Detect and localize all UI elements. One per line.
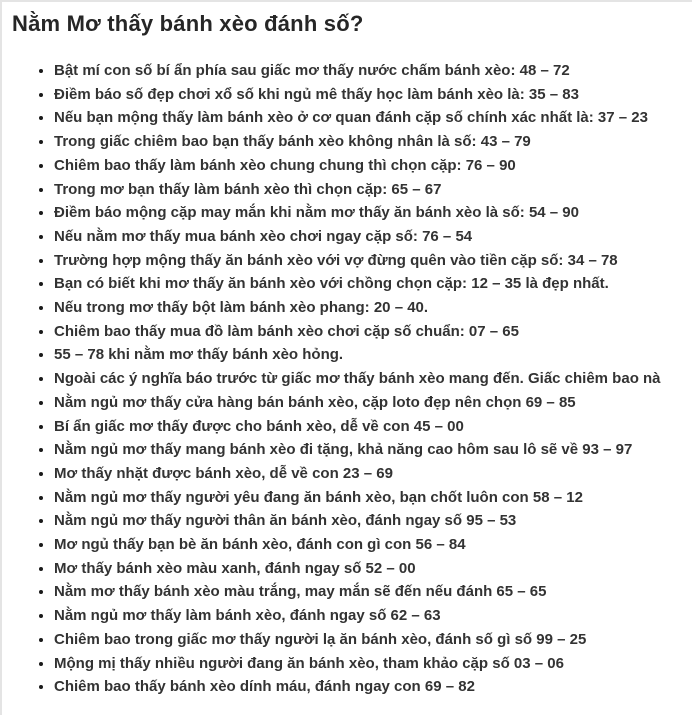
list-item: • Mộng mị thấy nhiều người đang ăn bánh xèo, tham khảo cặp số 03 – 06 bbox=[54, 652, 692, 676]
list-item: • Chiêm bao trong giấc mơ thấy người lạ ăn bánh xèo, đánh số gì số 99 – 25 bbox=[54, 628, 692, 652]
list-item: • Bí ẩn giấc mơ thấy được cho bánh xèo, dễ về con 45 – 00 bbox=[54, 415, 692, 439]
list-item: • Ngoài các ý nghĩa báo trước từ giấc mơ thấy bánh xèo mang đến. Giấc chiêm bao nà bbox=[54, 367, 692, 391]
list-item: • Bật mí con số bí ẩn phía sau giấc mơ thấy nước chấm bánh xèo: 48 – 72 bbox=[54, 59, 692, 83]
list-item: • Điềm báo mộng cặp may mắn khi nằm mơ thấy ăn bánh xèo là số: 54 – 90 bbox=[54, 201, 692, 225]
list-item: • Điềm báo số đẹp chơi xổ số khi ngủ mê thấy học làm bánh xèo là: 35 – 83 bbox=[54, 83, 692, 107]
list-item: • Mơ ngủ thấy bạn bè ăn bánh xèo, đánh con gì con 56 – 84 bbox=[54, 533, 692, 557]
list-item: • Chiêm bao thấy làm bánh xèo chung chung thì chọn cặp: 76 – 90 bbox=[54, 154, 692, 178]
list-item: • Nằm mơ thấy bánh xèo màu trắng, may mắn sẽ đến nếu đánh 65 – 65 bbox=[54, 580, 692, 604]
list-item: • Trong giấc chiêm bao bạn thấy bánh xèo không nhân là số: 43 – 79 bbox=[54, 130, 692, 154]
dream-number-list bbox=[2, 59, 692, 699]
list-item: • Nằm ngủ mơ thấy người yêu đang ăn bánh xèo, bạn chốt luôn con 58 – 12 bbox=[54, 486, 692, 510]
list-item: • Nếu trong mơ thấy bột làm bánh xèo phang: 20 – 40. bbox=[54, 296, 692, 320]
list-item: • 55 – 78 khi nằm mơ thấy bánh xèo hỏng. bbox=[54, 343, 692, 367]
page-title: Nằm Mơ thấy bánh xèo đánh số? bbox=[12, 11, 364, 36]
list-item: • Bạn có biết khi mơ thấy ăn bánh xèo với chồng chọn cặp: 12 – 35 là đẹp nhất. bbox=[54, 272, 692, 296]
list-item: • Nếu bạn mộng thấy làm bánh xèo ở cơ quan đánh cặp số chính xác nhất là: 37 – 23 bbox=[54, 106, 692, 130]
list-item: • Chiêm bao thấy bánh xèo dính máu, đánh ngay con 69 – 82 bbox=[54, 675, 692, 699]
article-section bbox=[2, 10, 692, 699]
list-item: • Nằm ngủ mơ thấy cửa hàng bán bánh xèo, cặp loto đẹp nên chọn 69 – 85 bbox=[54, 391, 692, 415]
list-item: • Mơ thấy nhặt được bánh xèo, dễ về con 23 – 69 bbox=[54, 462, 692, 486]
list-item: • Trường hợp mộng thấy ăn bánh xèo với vợ đừng quên vào tiền cặp số: 34 – 78 bbox=[54, 249, 692, 273]
list-item: • Chiêm bao thấy mua đồ làm bánh xèo chơi cặp số chuẩn: 07 – 65 bbox=[54, 320, 692, 344]
list-item: • Nếu nằm mơ thấy mua bánh xèo chơi ngay cặp số: 76 – 54 bbox=[54, 225, 692, 249]
list-item: • Nằm ngủ mơ thấy người thân ăn bánh xèo, đánh ngay số 95 – 53 bbox=[54, 509, 692, 533]
list-item: • Nằm ngủ mơ thấy làm bánh xèo, đánh ngay số 62 – 63 bbox=[54, 604, 692, 628]
list-item: • Nằm ngủ mơ thấy mang bánh xèo đi tặng, khả năng cao hôm sau lô sẽ về 93 – 97 bbox=[54, 438, 692, 462]
list-item: • Mơ thấy bánh xèo màu xanh, đánh ngay số 52 – 00 bbox=[54, 557, 692, 581]
list-item: • Trong mơ bạn thấy làm bánh xèo thì chọn cặp: 65 – 67 bbox=[54, 178, 692, 202]
